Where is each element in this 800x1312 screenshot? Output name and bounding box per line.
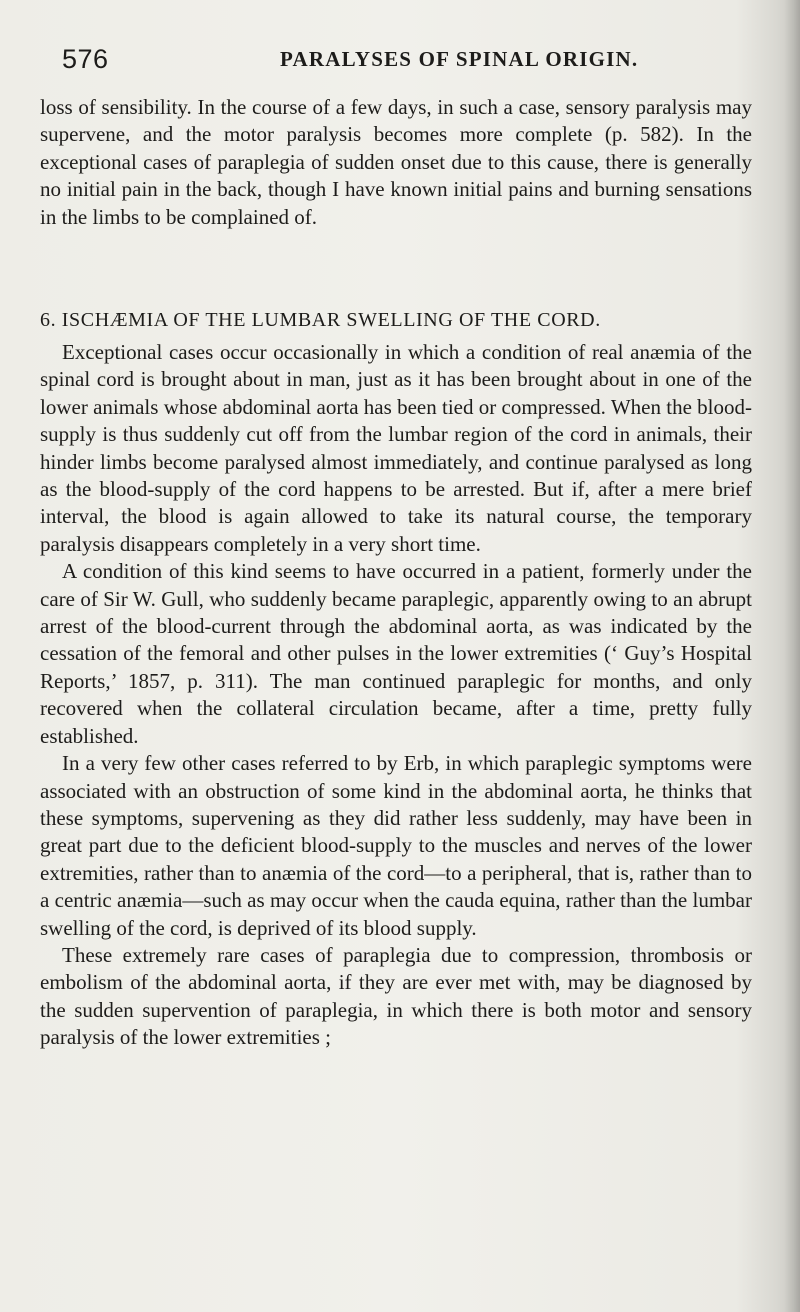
section-body: [40, 339, 752, 1052]
intro-text-block: [40, 94, 752, 231]
section-paragraph-1: Exceptional cases occur occasionally in which a condition of real anæmia of the spinal cord is brought about in man, just as it has been brought about in one of the lower animals whose abdominal aorta has been tied or compressed. When the blood-supply is thus suddenly cut off from the lumbar region of the cord in animals, their hinder limbs become paralysed almost immediately, and continue paralysed as long as the blood-supply of the cord happens to be arrested. But if, after a mere brief interval, the blood is again allowed to take its natural course, the temporary paralysis disappears completely in a very short time.: [40, 340, 752, 556]
section-heading: 6. ISCHÆMIA OF THE LUMBAR SWELLING OF THE CORD.: [40, 309, 601, 331]
section-paragraph-2: A condition of this kind seems to have occurred in a patient, formerly under the care of Sir W. Gull, who suddenly became paraplegic, apparently owing to an abrupt arrest of the blood-current through the abdominal aorta, as was indicated by the cessation of the femoral and other pulses in the lower extremities (‘ Guy’s Hospital Reports,’ 1857, p. 311). The man continued paraplegic for months, and only recovered when the collateral circulation became, after a time, pretty fully established.: [40, 559, 752, 748]
section-paragraph-4: These extremely rare cases of paraplegia due to compression, thrombosis or embolism of the abdominal aorta, if they are ever met with, may be diagnosed by the sudden supervention of paraplegia, in which there is both motor and sensory paralysis of the lower extremities ;: [40, 942, 752, 1050]
page-edge-shadow: [784, 0, 800, 1312]
section-paragraph-3: In a very few other cases referred to by Erb, in which paraplegic symptoms were associated with an obstruction of some kind in the abdominal aorta, he thinks that these symptoms, supervening as they did rather less suddenly, may have been in great part due to the deficient blood-supply to the muscles and nerves of the lower extremities, rather than to anæmia of the cord—to a peripheral, that is, rather than to a centric anæmia—such as may occur when the cauda equina, rather than the lumbar swelling of the cord, is deprived of its blood supply.: [40, 751, 752, 940]
running-head: PARALYSES OF SPINAL ORIGIN.: [280, 47, 639, 71]
page-header: [62, 44, 752, 74]
intro-paragraph: loss of sensibility. In the course of a few days, in such a case, sensory paralysis may supervene, and the motor paralysis becomes more complete (p. 582). In the exceptional cases of paraplegia of sudden onset due to this cause, there is generally no initial pain in the back, though I have known initial pains and burning sensations in the limbs to be complained of.: [40, 95, 752, 229]
page-number: 576: [62, 44, 109, 74]
